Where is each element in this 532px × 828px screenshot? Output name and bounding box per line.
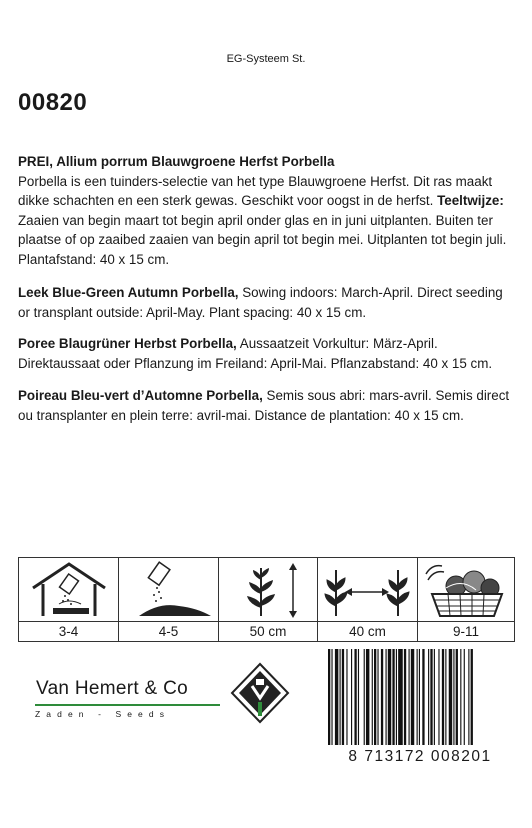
cultivation-icon-strip: [18, 557, 515, 642]
barcode-bar: [388, 649, 391, 745]
barcode-bar: [364, 649, 365, 745]
article-code: 00820: [18, 89, 88, 116]
barcode-bar: [445, 649, 446, 745]
barcode-bar: [449, 649, 452, 745]
greenhouse-sowing-icon: [19, 558, 119, 621]
barcode-bar: [351, 649, 352, 745]
barcode-bar: [386, 649, 387, 745]
harvest-months: 9-11: [418, 621, 514, 642]
english-body: Sowing indoors: March-April. Direct seeding or transplant outside: April-May. Plant spacing: 40 x 15 cm.: [18, 285, 503, 320]
barcode-bar: [456, 649, 458, 745]
barcode-digits: 8 713172 008201: [348, 748, 492, 765]
ean-barcode: [322, 649, 518, 745]
barcode-bar: [396, 649, 397, 745]
plant-height-cell: [219, 558, 318, 641]
barcode-bar: [417, 649, 418, 745]
german-title: Poree Blaugrüner Herbst Porbella,: [18, 336, 237, 351]
barcode-bar: [358, 649, 359, 745]
system-label: EG-Systeem St.: [226, 53, 306, 65]
barcode-bar: [409, 649, 410, 745]
barcode-bar: [438, 649, 439, 745]
french-title: Poireau Bleu-vert d’Automne Porbella,: [18, 388, 263, 403]
barcode-bar: [340, 649, 341, 745]
dutch-body: Porbella is een tuinders-selectie van het type Blauwgroene Herfst. Dit ras maakt dikke schachten en een sterk gewas. Geschikt voor oogst in de herfst.: [18, 173, 493, 209]
barcode-bar: [342, 649, 344, 745]
barcode-bar: [460, 649, 461, 745]
barcode-bar: [464, 649, 465, 745]
barcode-bar: [392, 649, 394, 745]
barcode-bar: [419, 649, 420, 745]
outdoor-sowing-icon: [119, 558, 219, 621]
german-body: Aussaatzeit Vorkultur: März-April. Direktaussaat oder Pflanzung im Freiland: April-Mai. Pflanzabstand: 40 x 15 cm.: [18, 336, 493, 371]
brand-name: Van Hemert & Co: [36, 678, 188, 699]
barcode-bar: [372, 649, 373, 745]
barcode-bar: [374, 649, 376, 745]
barcode-bar: [381, 649, 383, 745]
english-description: [18, 283, 518, 322]
english-title: Leek Blue-Green Autumn Porbella,: [18, 285, 239, 300]
barcode-bar: [366, 649, 369, 745]
teelt-body: Zaaien van begin maart tot begin april onder glas en in juni uitplanten. Buiten ter plaatse of op zaaibed zaaien van begin april tot begin mei. Uitplanten tot begin juli. Plantafstand: 40 x 15 cm.: [18, 212, 507, 267]
sowing-indoor-months: 3-4: [19, 621, 118, 642]
barcode-bar: [468, 649, 469, 745]
barcode-bar: [442, 649, 444, 745]
plant-spacing-cell: [318, 558, 418, 641]
barcode-bar: [377, 649, 378, 745]
barcode-bar: [346, 649, 347, 745]
teelt-label: Teeltwijze:: [437, 193, 504, 209]
plant-spacing-icon: [318, 558, 418, 621]
harvest-cell: [418, 558, 514, 641]
barcode-bar: [430, 649, 432, 745]
sowing-outdoor-cell: [119, 558, 219, 641]
barcode-bar: [328, 649, 330, 745]
brand-tagline: Zaden - Seeds: [35, 709, 171, 719]
french-description: [18, 386, 518, 425]
barcode-bar: [428, 649, 429, 745]
barcode-bar: [398, 649, 403, 745]
barcode-bar: [471, 649, 473, 745]
barcode-bar: [354, 649, 356, 745]
company-emblem-icon: [230, 662, 290, 724]
dutch-title: PREI, Allium porrum Blauwgroene Herfst Porbella: [18, 154, 335, 169]
sowing-indoor-cell: [19, 558, 119, 641]
french-body: Semis sous abri: mars-avril. Semis direct ou transplanter en plein terre: avril-mai. Distance de plantation: 40 x 15 cm.: [18, 388, 510, 423]
brand-underline: [35, 704, 220, 706]
barcode-bar: [404, 649, 406, 745]
barcode-bar: [422, 649, 424, 745]
german-description: [18, 334, 518, 373]
barcode-bar: [434, 649, 435, 745]
barcode-bar: [335, 649, 338, 745]
plant-spacing-value: 40 cm: [318, 621, 417, 642]
barcode-bar: [453, 649, 454, 745]
plant-height-icon: [219, 558, 318, 621]
sowing-outdoor-months: 4-5: [119, 621, 218, 642]
barcode-bar: [331, 649, 332, 745]
harvest-basket-icon: [418, 558, 514, 621]
dutch-description: [18, 152, 518, 270]
plant-height-value: 50 cm: [219, 621, 317, 642]
barcode-bar: [411, 649, 414, 745]
